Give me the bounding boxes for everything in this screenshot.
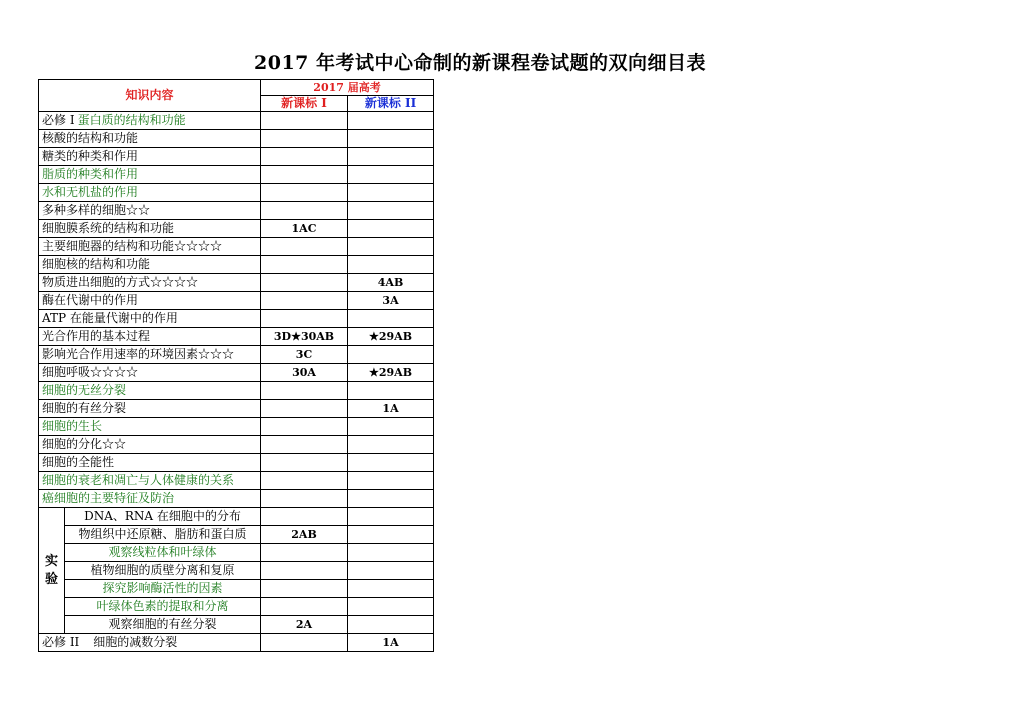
knowledge-label: ATP 在能量代谢中的作用 xyxy=(42,311,178,325)
knowledge-cell xyxy=(39,382,261,400)
value-cell-1 xyxy=(261,202,348,220)
experiment-name: 植物细胞的质壁分离和复原 xyxy=(90,563,235,577)
table-row xyxy=(39,220,434,238)
table-row xyxy=(39,418,434,436)
value-cell-2: ★29AB xyxy=(348,328,434,346)
value-cell-2 xyxy=(348,454,434,472)
value-cell-2: 1A xyxy=(348,400,434,418)
table-row xyxy=(39,328,434,346)
experiment-name: 观察细胞的有丝分裂 xyxy=(108,617,217,631)
table-row xyxy=(39,454,434,472)
value-cell-2 xyxy=(348,490,434,508)
knowledge-cell xyxy=(39,166,261,184)
experiment-row xyxy=(39,562,434,580)
knowledge-label: 主要细胞器的结构和功能☆☆☆☆ xyxy=(42,239,223,253)
knowledge-label: 细胞的减数分裂 xyxy=(93,635,178,649)
table-row xyxy=(39,346,434,364)
value-cell-2 xyxy=(348,346,434,364)
experiment-name: 叶绿体色素的提取和分离 xyxy=(96,599,229,613)
table-row xyxy=(39,472,434,490)
table-row xyxy=(39,274,434,292)
value-cell-1 xyxy=(261,166,348,184)
knowledge-label: 影响光合作用速率的环境因素☆☆☆ xyxy=(42,347,235,361)
table-row xyxy=(39,256,434,274)
value-cell-1 xyxy=(261,580,348,598)
knowledge-cell xyxy=(39,634,261,652)
knowledge-label: 核酸的结构和功能 xyxy=(42,131,139,145)
knowledge-label: 细胞核的结构和功能 xyxy=(42,257,151,271)
knowledge-cell xyxy=(39,292,261,310)
knowledge-label: 细胞的全能性 xyxy=(42,455,115,469)
value-cell-2 xyxy=(348,436,434,454)
knowledge-label: 细胞的生长 xyxy=(42,419,103,433)
experiment-name: 观察线粒体和叶绿体 xyxy=(108,545,217,559)
table-row xyxy=(39,112,434,130)
experiment-row xyxy=(39,544,434,562)
knowledge-cell xyxy=(39,256,261,274)
value-cell-1 xyxy=(261,436,348,454)
value-cell-1: 3D★30AB xyxy=(261,328,348,346)
knowledge-header: 知识内容 xyxy=(39,80,261,112)
knowledge-cell xyxy=(39,328,261,346)
knowledge-label: 糖类的种类和作用 xyxy=(42,149,139,163)
value-cell-1 xyxy=(261,634,348,652)
knowledge-cell xyxy=(39,472,261,490)
knowledge-label: 蛋白质的结构和功能 xyxy=(77,113,186,127)
knowledge-label: 物质进出细胞的方式☆☆☆☆ xyxy=(42,275,199,289)
experiment-label: 实验 xyxy=(39,508,65,634)
knowledge-label: 细胞的有丝分裂 xyxy=(42,401,127,415)
value-cell-1 xyxy=(261,490,348,508)
table-row xyxy=(39,184,434,202)
value-cell-2 xyxy=(348,238,434,256)
table-row xyxy=(39,292,434,310)
experiment-name: 探究影响酶活性的因素 xyxy=(102,581,223,595)
document-title: 2017 年考试中心命制的新课程卷试题的双向细目表 xyxy=(254,52,706,74)
knowledge-label: 酶在代谢中的作用 xyxy=(42,293,139,307)
value-cell-1 xyxy=(261,400,348,418)
experiment-cell xyxy=(65,508,261,526)
experiment-cell xyxy=(65,562,261,580)
value-cell-2 xyxy=(348,508,434,526)
knowledge-label: 癌细胞的主要特征及防治 xyxy=(42,491,175,505)
knowledge-cell xyxy=(39,490,261,508)
knowledge-cell xyxy=(39,112,261,130)
table-row xyxy=(39,166,434,184)
value-cell-1 xyxy=(261,310,348,328)
value-cell-1 xyxy=(261,148,348,166)
col2-header: 新课标 II xyxy=(348,96,434,112)
knowledge-cell xyxy=(39,400,261,418)
table-row xyxy=(39,400,434,418)
value-cell-1 xyxy=(261,598,348,616)
knowledge-cell xyxy=(39,238,261,256)
value-cell-2 xyxy=(348,220,434,238)
value-cell-1: 1AC xyxy=(261,220,348,238)
knowledge-label: 水和无机盐的作用 xyxy=(42,185,139,199)
value-cell-1 xyxy=(261,418,348,436)
value-cell-1: 2A xyxy=(261,616,348,634)
table-row xyxy=(39,364,434,382)
value-cell-2 xyxy=(348,184,434,202)
knowledge-cell xyxy=(39,364,261,382)
value-cell-2: 3A xyxy=(348,292,434,310)
knowledge-label: 细胞呼吸☆☆☆☆ xyxy=(42,365,139,379)
value-cell-1 xyxy=(261,130,348,148)
knowledge-label: 细胞的无丝分裂 xyxy=(42,383,127,397)
experiment-cell xyxy=(65,580,261,598)
value-cell-2 xyxy=(348,544,434,562)
experiment-row xyxy=(39,616,434,634)
value-cell-1 xyxy=(261,544,348,562)
experiment-row xyxy=(39,580,434,598)
value-cell-2 xyxy=(348,310,434,328)
year-header: 2017 届高考 xyxy=(261,80,434,96)
knowledge-label: 多种多样的细胞☆☆ xyxy=(42,203,151,217)
table-row xyxy=(39,436,434,454)
knowledge-label: 脂质的种类和作用 xyxy=(42,167,139,181)
table-row xyxy=(39,310,434,328)
value-cell-1 xyxy=(261,274,348,292)
module-prefix: 必修 Ⅰ xyxy=(42,113,75,127)
knowledge-label: 光合作用的基本过程 xyxy=(42,329,151,343)
table-row xyxy=(39,202,434,220)
knowledge-cell xyxy=(39,148,261,166)
value-cell-2 xyxy=(348,382,434,400)
knowledge-cell xyxy=(39,202,261,220)
table-row xyxy=(39,634,434,652)
value-cell-1 xyxy=(261,292,348,310)
value-cell-2: 4AB xyxy=(348,274,434,292)
value-cell-2 xyxy=(348,202,434,220)
experiment-row xyxy=(39,526,434,544)
experiment-cell xyxy=(65,598,261,616)
value-cell-2 xyxy=(348,148,434,166)
experiment-cell xyxy=(65,544,261,562)
knowledge-cell xyxy=(39,436,261,454)
table-row xyxy=(39,490,434,508)
value-cell-2 xyxy=(348,418,434,436)
value-cell-1 xyxy=(261,256,348,274)
value-cell-1: 2AB xyxy=(261,526,348,544)
knowledge-cell xyxy=(39,220,261,238)
header-row xyxy=(39,80,434,96)
value-cell-1 xyxy=(261,472,348,490)
knowledge-cell xyxy=(39,184,261,202)
table-row xyxy=(39,382,434,400)
detail-table xyxy=(38,79,434,652)
experiment-row xyxy=(39,598,434,616)
value-cell-2 xyxy=(348,130,434,148)
knowledge-cell xyxy=(39,454,261,472)
table-row xyxy=(39,238,434,256)
value-cell-2 xyxy=(348,616,434,634)
module-prefix: 必修 II xyxy=(42,635,80,649)
experiment-cell xyxy=(65,526,261,544)
value-cell-2 xyxy=(348,526,434,544)
experiment-name: DNA、RNA 在细胞中的分布 xyxy=(84,509,241,523)
knowledge-cell xyxy=(39,346,261,364)
value-cell-1 xyxy=(261,112,348,130)
value-cell-2: ★29AB xyxy=(348,364,434,382)
value-cell-2 xyxy=(348,598,434,616)
table-row xyxy=(39,148,434,166)
knowledge-cell xyxy=(39,418,261,436)
knowledge-cell xyxy=(39,130,261,148)
value-cell-1 xyxy=(261,562,348,580)
value-cell-2: 1A xyxy=(348,634,434,652)
value-cell-1: 3C xyxy=(261,346,348,364)
table-row xyxy=(39,130,434,148)
value-cell-2 xyxy=(348,472,434,490)
value-cell-1 xyxy=(261,184,348,202)
value-cell-2 xyxy=(348,256,434,274)
value-cell-1 xyxy=(261,454,348,472)
experiment-cell xyxy=(65,616,261,634)
knowledge-label: 细胞的分化☆☆ xyxy=(42,437,127,451)
value-cell-1 xyxy=(261,238,348,256)
knowledge-cell xyxy=(39,274,261,292)
value-cell-2 xyxy=(348,580,434,598)
value-cell-1: 30A xyxy=(261,364,348,382)
col1-header: 新课标 I xyxy=(261,96,348,112)
knowledge-cell xyxy=(39,310,261,328)
value-cell-2 xyxy=(348,112,434,130)
experiment-row xyxy=(39,508,434,526)
value-cell-2 xyxy=(348,166,434,184)
value-cell-1 xyxy=(261,508,348,526)
experiment-name: 物组织中还原糖、脂肪和蛋白质 xyxy=(78,527,247,541)
knowledge-label: 细胞的衰老和凋亡与人体健康的关系 xyxy=(42,473,235,487)
value-cell-1 xyxy=(261,382,348,400)
knowledge-label: 细胞膜系统的结构和功能 xyxy=(42,221,175,235)
value-cell-2 xyxy=(348,562,434,580)
